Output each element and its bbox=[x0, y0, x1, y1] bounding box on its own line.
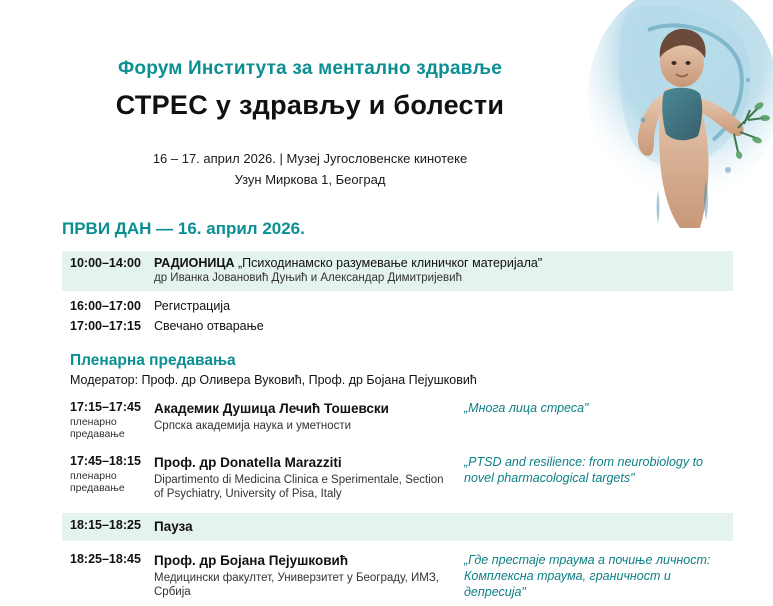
workshop-heading bbox=[154, 256, 733, 270]
talk-time-value: 18:25–18:45 bbox=[70, 551, 141, 566]
talk-kind-line1: пленарно bbox=[70, 469, 117, 482]
program-row-talk bbox=[62, 449, 733, 507]
plenary-moderator: Модератор: Проф. др Оливера Вуковић, Проф. др Бојана Пејушковић bbox=[70, 373, 477, 388]
talk-speaker: Академик Душица Лечић Тошевски bbox=[154, 401, 389, 417]
workshop-time: 10:00–14:00 bbox=[70, 256, 141, 270]
break-label: Пауза bbox=[154, 519, 193, 535]
page-title: СТРЕС у здрављу и болести bbox=[115, 90, 505, 120]
program-row-talk bbox=[62, 547, 733, 606]
talk-title: „Многа лица стреса" bbox=[464, 401, 589, 416]
talk-kind-line1: пленарно bbox=[70, 415, 117, 428]
day-title: ПРВИ ДАН — 16. април 2026. bbox=[62, 219, 305, 238]
program-row-opening bbox=[62, 317, 733, 337]
plenary-section-head bbox=[62, 352, 733, 387]
forum-line: Форум Института за ментално здравље bbox=[117, 58, 502, 79]
program-row-talk bbox=[62, 395, 733, 446]
talk-time-value: 17:15–17:45 bbox=[70, 400, 141, 415]
talk-kind-line2: предавање bbox=[70, 428, 125, 441]
talk-title: „Где престаје траума а почиње личност: Комплексна траума, граничност и депресија" bbox=[464, 552, 711, 600]
opening-time: 17:00–17:15 bbox=[70, 318, 141, 333]
talk-time bbox=[62, 454, 154, 495]
break-time: 18:15–18:25 bbox=[70, 518, 141, 533]
plenary-title: Пленарна предавања bbox=[70, 352, 236, 370]
program-section bbox=[0, 219, 773, 606]
talk-speaker: Проф. др Бојана Пејушковић bbox=[154, 552, 349, 568]
decorative-artwork bbox=[588, 0, 773, 235]
workshop-title: „Психодинамско разумевање клиничког материјала" bbox=[238, 256, 543, 270]
talk-speaker: Проф. др Donatella Marazziti bbox=[154, 455, 342, 470]
talk-title: „PTSD and resilience: from neurobiology to novel pharmacological targets" bbox=[464, 455, 704, 486]
workshop-label: РАДИОНИЦА bbox=[154, 256, 235, 270]
talk-kind-line2: предавање bbox=[70, 482, 125, 495]
event-address: Узун Миркова 1, Београд bbox=[234, 172, 386, 187]
opening-label: Свечано отварање bbox=[154, 318, 264, 333]
talk-affiliation: Српска академија наука и уметности bbox=[154, 419, 352, 432]
talk-time bbox=[62, 400, 154, 441]
event-date-venue: 16 – 17. април 2026. | Музеј Југословенске кинотеке bbox=[152, 151, 468, 166]
program-row-registration bbox=[62, 297, 733, 317]
talk-affiliation: Медицински факултет, Универзитет у Београду, ИМЗ, Србија bbox=[154, 571, 439, 599]
program-row-break bbox=[62, 513, 733, 541]
talk-time bbox=[62, 552, 154, 568]
registration-label: Регистрација bbox=[154, 298, 231, 313]
talk-affiliation: Dipartimento di Medicina Clinica e Sperimentale, Section of Psychiatry, University of Pisa, Italy bbox=[154, 473, 444, 501]
registration-time: 16:00–17:00 bbox=[70, 298, 141, 313]
workshop-presenters: др Иванка Јовановић Дуњић и Александар Димитријевић bbox=[154, 272, 462, 284]
program-row-workshop bbox=[62, 251, 733, 291]
talk-time-value: 17:45–18:15 bbox=[70, 454, 141, 468]
event-header bbox=[10, 0, 610, 187]
